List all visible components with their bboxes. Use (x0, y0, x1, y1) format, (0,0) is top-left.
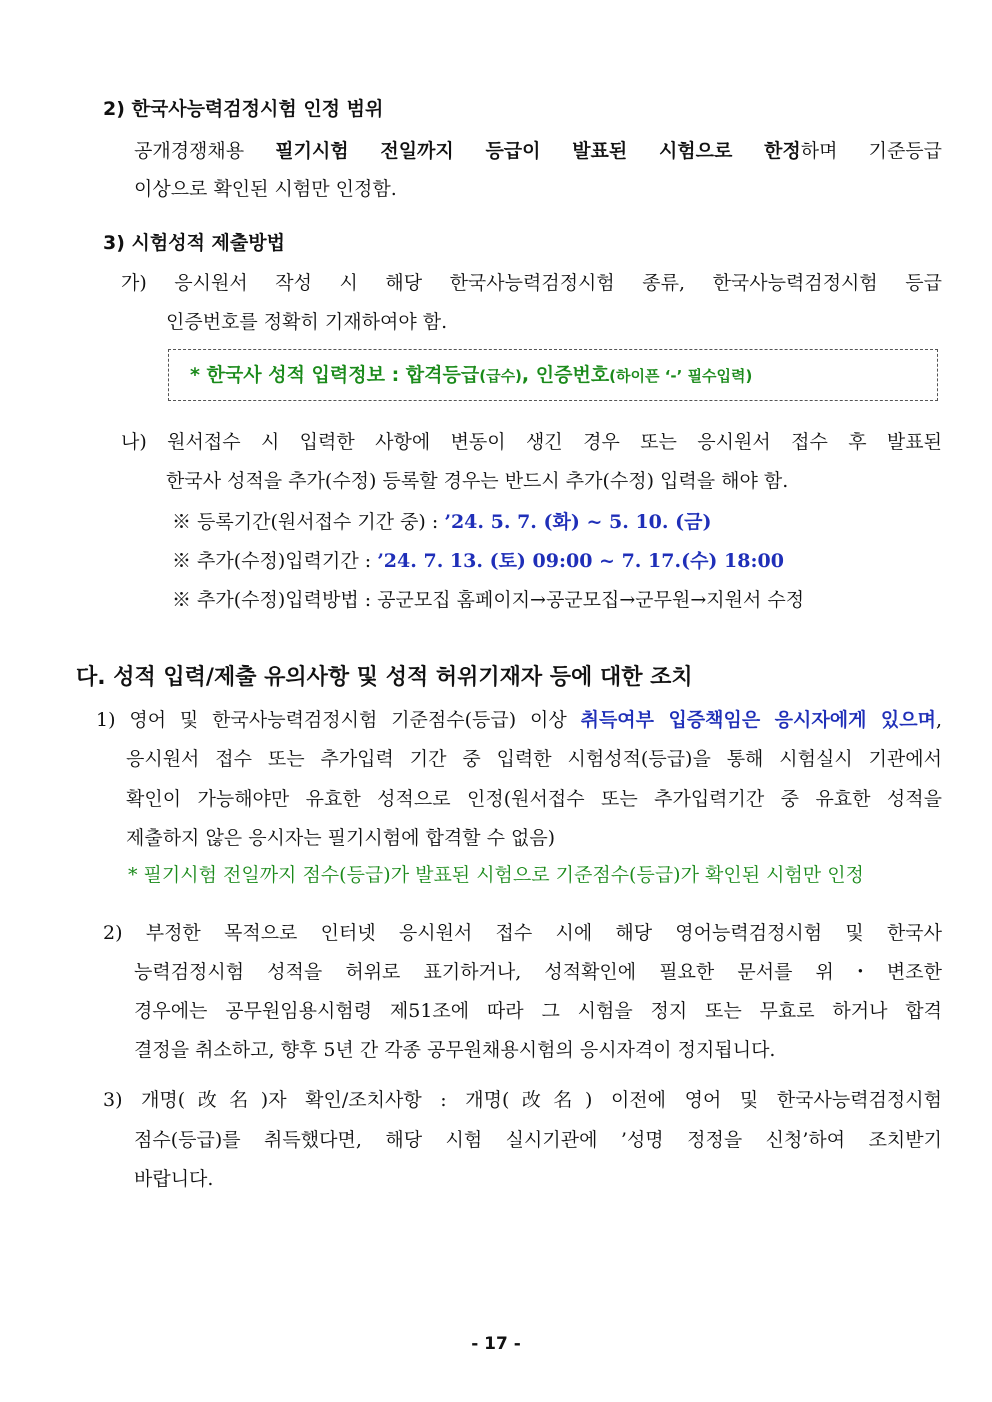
paragraph-line: 공개경쟁채용 필기시험 전일까지 등급이 발표된 시험으로 한정하며 기준등급 (134, 140, 943, 162)
paragraph-line: 경우에는 공무원임용시험령 제51조에 따라 그 시험을 정지 또는 무효로 하거나 합격 (134, 1000, 942, 1022)
green-note: * 필기시험 전일까지 점수(등급)가 발표된 시험으로 기준점수(등급)가 확인된 시험만 인정 (128, 864, 864, 886)
note-additional-period: ※ 추가(수정)입력기간 : ’24. 7. 13. (토) 09:00 ~ 7. 17.(수) 18:00 (172, 550, 784, 572)
paragraph-line: 2) 부정한 목적으로 인터넷 응시원서 접수 시에 해당 영어능력검정시험 및 한국사 (103, 922, 942, 944)
note-additional-method: ※ 추가(수정)입력방법 : 공군모집 홈페이지→공군모집→군무원→지원서 수정 (172, 589, 805, 611)
section-heading-da: 다. 성적 입력/제출 유의사항 및 성적 허위기재자 등에 대한 조치 (76, 665, 693, 690)
page-number: - 17 - (471, 1334, 521, 1354)
paragraph-line: 바랍니다. (134, 1168, 214, 1190)
paragraph-line: 3) 개명(改名)자 확인/조치사항 : 개명(改名) 이전에 영어 및 한국사능력검정시험 (103, 1089, 942, 1111)
paragraph-line: 능력검정시험 성적을 허위로 표기하거나, 성적확인에 필요한 문서를 위・변조한 (134, 961, 942, 983)
list-item-ga-cont: 인증번호를 정확히 기재하여야 함. (166, 311, 448, 333)
notice-box-text: * 한국사 성적 입력정보 : 합격등급(급수), 인증번호(하이픈 ‘-’ 필수입력) (190, 364, 753, 386)
section-heading-2: 2) 한국사능력검정시험 인정 범위 (103, 98, 384, 120)
paragraph-line: 결정을 취소하고, 향후 5년 간 각종 공무원채용시험의 응시자격이 정지됩니다. (134, 1039, 776, 1061)
paragraph-line: 확인이 가능해야만 유효한 성적으로 인정(원서접수 또는 추가입력기간 중 유효한 성적을 (126, 788, 942, 810)
list-item-na: 나) 원서접수 시 입력한 사항에 변동이 생긴 경우 또는 응시원서 접수 후 발표된 (121, 431, 942, 453)
list-item-ga: 가) 응시원서 작성 시 해당 한국사능력검정시험 종류, 한국사능력검정시험 등급 (121, 272, 942, 294)
list-item-na-cont: 한국사 성적을 추가(수정) 등록할 경우는 반드시 추가(수정) 입력을 해야 함. (166, 470, 789, 492)
paragraph-line: 이상으로 확인된 시험만 인정함. (134, 178, 397, 200)
paragraph-line: 응시원서 접수 또는 추가입력 기간 중 입력한 시험성적(등급)을 통해 시험실시 기관에서 (126, 748, 942, 770)
paragraph-line: 제출하지 않은 응시자는 필기시험에 합격할 수 없음) (126, 827, 556, 849)
paragraph-line: 점수(등급)를 취득했다면, 해당 시험 실시기관에 ’성명 정정을 신청’하여 조치받기 (134, 1129, 942, 1151)
paragraph-line: 1) 영어 및 한국사능력검정시험 기준점수(등급) 이상 취득여부 입증책임은 응시자에게 있으며, (96, 709, 942, 731)
section-heading-3: 3) 시험성적 제출방법 (103, 232, 285, 254)
note-registration-period: ※ 등록기간(원서접수 기간 중) : ’24. 5. 7. (화) ~ 5. 10. (금) (172, 511, 712, 533)
